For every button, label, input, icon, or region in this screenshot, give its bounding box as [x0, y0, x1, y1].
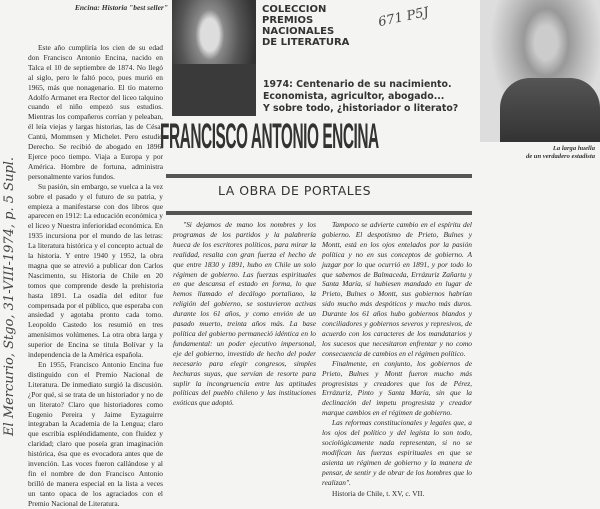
caption-line: de un verdadero estadista	[525, 153, 595, 160]
paragraph: Este año cumpliría los cien de su edad don Francisco Antonio Encina, nacido en Talca el 10 de septiembre de 1874. No llegó al siglo, pero le faltó poco, pues murió en 1965, más que nonagenario. El tío materno Adolfo Armanet era Rector del liceo talquino cuando el niño empezó sus estudios. Mientras los compañeros corrían y peleaban, él leía viejas y largas historias, las de César Cantú, Mommsen y Michelet. Pero estudió Derecho. Se recibió de abogado en 1896. Ejerce poco tiempo. Viaja a Europa y por América. Hombre de fortuna, administra personalmente varios fundos.	[28, 43, 163, 181]
headline: FRANCISCO ANTONIO ENCINA	[160, 117, 379, 156]
quote-source: Historia de Chile, t. XV, c. VII.	[332, 489, 425, 499]
subheadline	[263, 79, 458, 115]
handwritten-number: 671 P5J	[376, 4, 431, 31]
subhead-line: Y sobre todo, ¿historiador o literato?	[263, 103, 459, 114]
section-title: LA OBRA DE PORTALES	[218, 183, 372, 198]
subhead-line: 1974: Centenario de su nacimiento.	[263, 79, 452, 90]
collection-line: COLECCION	[262, 4, 327, 15]
quote-column-1	[173, 220, 316, 408]
divider	[166, 211, 472, 215]
collection-line: DE LITERATURA	[262, 37, 350, 48]
paragraph: Finalmente, en conjunto, los gobiernos de Prieto, Bulnes y Montt fueron mucho más progresistas y creadores que los de Pérez, Errázuriz, Pinto y Santa María, sin que la declinación del impetu progresista y creador marque cambios en el régimen de gobierno.	[322, 358, 472, 418]
kicker: Encina: Historia "best seller"	[74, 3, 168, 12]
paragraph: En 1955, Francisco Antonio Encina fue distinguido con el Premio Nacional de Literatura. De inmediato surgió la discusión. ¿Por qué, si se trata de un historiador y no de un literato? Claro que historiadores como Eugenio Pereira y Jaime Eyzaguirre integraban la Academia de la Lengua; claro que escribía espléndidamente, con fluidez y claridad; claro que poseía gran imaginación histórica, ésa que es evocadora antes que de invención. Las voces fueron callándose y al fin el nombre de don Francisco Antonio brilló de manera especial en la lista a veces un tanto opaca de los agraciados con el Premio Nacional de Literatura.	[28, 360, 163, 508]
handwritten-margin-note: El Mercurio, Stgo, 31-VIII-1974, p. 5 Supl.	[2, 156, 17, 436]
encina-photo	[172, 0, 256, 116]
quote-column-2	[322, 220, 472, 499]
subhead-line: Economista, agricultor, abogado...	[263, 91, 445, 102]
portales-portrait	[480, 0, 600, 142]
paragraph: Las reformas constitucionales y legales que, a los ojos del político y del legista lo son todo, sociológicamente nada representan, si no se modifican las fuerzas espirituales en que se asienta un régimen de gobierno y la manera de pensar, de sentir y de obrar de los hombres que lo realizan".	[322, 418, 472, 487]
divider	[166, 174, 472, 178]
paragraph: Su pasión, sin embargo, se vuelca a la vez sobre el pasado y el futuro de su patria, y empieza a manifestarse con dos libros que aparecen en 1912: La educación económica y el liceo y Nuestra inferioridad económica. En 1935 incursiona por el mundo de las letras: La literatura histórica y el concepto actual de la historia. Y entre 1940 y 1952, la obra magna que se atrevió a publicar don Carlos Nascimento, su Historia de Chile en 20 tomos que comprende desde la prehistoria hasta 1891. La osadía del editor fue compensada por el público, que esperaba con ansiedad y agotaba pronto cada tomo. Leopoldo Castedo los resumió en tres amenísimos volúmenes. La otra obra larga y superior de Encina se titula Bolívar y la independencia de la América española.	[28, 181, 163, 360]
caption-line: La larga huella	[552, 145, 595, 152]
paragraph: "Si dejamos de mano los nombres y los programas de los partidos y la palabrería hueca de los escritores políticos, para mirar la realidad, resalta con gran fuerza el hecho de que entre 1830 y 1891, hubo en Chile un solo régimen de gobierno. Las fuerzas espirituales en que descansa el estado en forma, lo que hemos llamado el decálogo portaliano, la religión del gobierno, se sostuvieron activas durante los 61 años, y como envión de un pasado muerto, treinta años más. La base política del gobierno permaneció idéntica en lo fundamental: un poder ejecutivo impersonal, eje del gobierno, investido de hecho del poder necesario para elegir congresos, simples hechuras suyas, que servían de resorte para suplir la incongruencia entre las aptitudes políticas del pueblo chileno y las instituciones exóticas que adoptó.	[173, 220, 316, 408]
collection-line: NACIONALES	[262, 26, 335, 37]
left-column-text	[28, 43, 163, 509]
photo-caption	[495, 145, 595, 161]
collection-line: PREMIOS	[262, 15, 314, 26]
paragraph: Tampoco se advierte cambio en el espíritu del gobierno. El despotismo de Prieto, Bulnes y Montt, está en los ojos entelados por la pasión política y no en sus conceptos de gobierno. A juzgar por lo que ocurrió en 1891, y por todo lo que sabemos de Balmaceda, Errázuriz Zañartu y Santa María, si hubiesen mandado en lugar de Prieto, Bulnes o Montt, sus gobiernos habrían sido mucho más despóticos y mucho más duros. Durante los 61 años hubo gobiernos blandos y conciliadores y gobiernos severos y represivos, de acuerdo con los caracteres de los mandatarios y los sucesos que necesitaron enfrentar y no como consecuencia de cambios en el régimen político.	[322, 220, 472, 358]
collection-label	[262, 4, 349, 48]
